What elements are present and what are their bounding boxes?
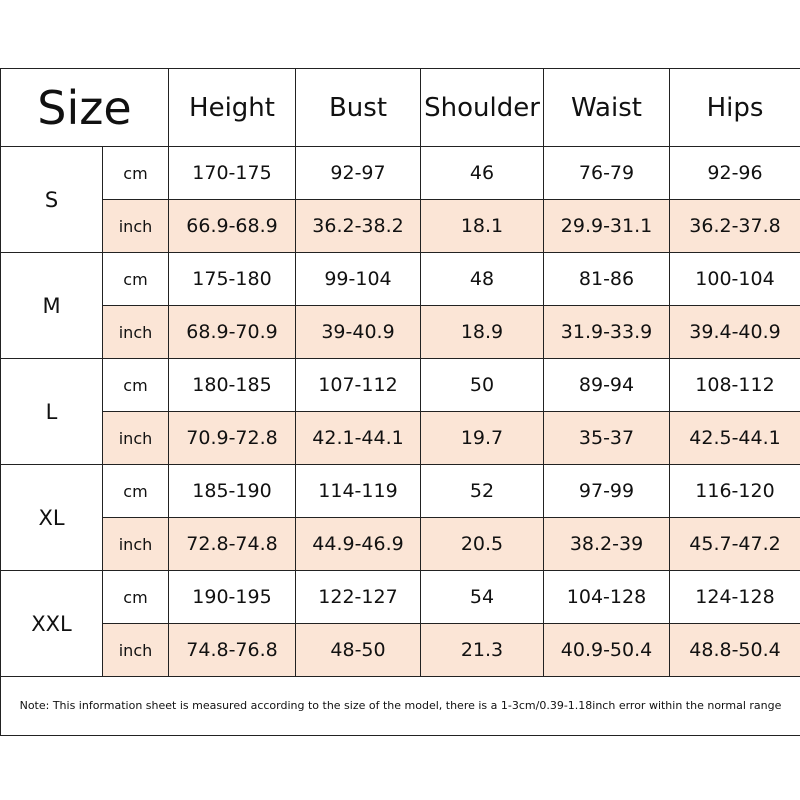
height-value: 180-185: [169, 359, 296, 412]
column-header-height: Height: [169, 69, 296, 147]
shoulder-value: 54: [421, 571, 544, 624]
height-value: 74.8-76.8: [169, 624, 296, 677]
waist-value: 104-128: [544, 571, 670, 624]
height-value: 185-190: [169, 465, 296, 518]
waist-value: 89-94: [544, 359, 670, 412]
bust-value: 39-40.9: [296, 306, 421, 359]
column-header-hips: Hips: [670, 69, 800, 147]
hips-value: 45.7-47.2: [670, 518, 800, 571]
hips-value: 100-104: [670, 253, 800, 306]
hips-value: 48.8-50.4: [670, 624, 800, 677]
measurement-note: Note: This information sheet is measured according to the size of the model, there is a 1-3cm/0.39-1.18inch error within the normal range: [1, 677, 800, 736]
shoulder-value: 19.7: [421, 412, 544, 465]
table-row: [1, 518, 800, 571]
bust-value: 44.9-46.9: [296, 518, 421, 571]
bust-value: 99-104: [296, 253, 421, 306]
waist-value: 29.9-31.1: [544, 200, 670, 253]
unit-label-inch: inch: [103, 412, 169, 465]
unit-label-inch: inch: [103, 518, 169, 571]
shoulder-value: 50: [421, 359, 544, 412]
bust-value: 92-97: [296, 147, 421, 200]
hips-value: 92-96: [670, 147, 800, 200]
unit-label-cm: cm: [103, 147, 169, 200]
column-header-shoulder: Shoulder: [421, 69, 544, 147]
size-label-l: L: [1, 359, 103, 465]
table-row: [1, 359, 800, 412]
waist-value: 76-79: [544, 147, 670, 200]
shoulder-value: 48: [421, 253, 544, 306]
unit-label-cm: cm: [103, 359, 169, 412]
bust-value: 48-50: [296, 624, 421, 677]
table-row: [1, 412, 800, 465]
bust-value: 122-127: [296, 571, 421, 624]
hips-value: 42.5-44.1: [670, 412, 800, 465]
table-row: [1, 465, 800, 518]
waist-value: 40.9-50.4: [544, 624, 670, 677]
size-chart-table: [0, 68, 800, 736]
table-row: [1, 253, 800, 306]
hips-value: 36.2-37.8: [670, 200, 800, 253]
table-row: [1, 624, 800, 677]
shoulder-value: 52: [421, 465, 544, 518]
unit-label-cm: cm: [103, 465, 169, 518]
height-value: 66.9-68.9: [169, 200, 296, 253]
bust-value: 36.2-38.2: [296, 200, 421, 253]
size-label-s: S: [1, 147, 103, 253]
header-row: [1, 69, 800, 147]
waist-value: 38.2-39: [544, 518, 670, 571]
waist-value: 35-37: [544, 412, 670, 465]
table-row: [1, 147, 800, 200]
size-label-m: M: [1, 253, 103, 359]
waist-value: 31.9-33.9: [544, 306, 670, 359]
hips-value: 39.4-40.9: [670, 306, 800, 359]
height-value: 170-175: [169, 147, 296, 200]
hips-value: 124-128: [670, 571, 800, 624]
size-title: Size: [1, 69, 169, 147]
shoulder-value: 46: [421, 147, 544, 200]
height-value: 68.9-70.9: [169, 306, 296, 359]
size-label-xxl: XXL: [1, 571, 103, 677]
shoulder-value: 18.9: [421, 306, 544, 359]
unit-label-inch: inch: [103, 306, 169, 359]
column-header-bust: Bust: [296, 69, 421, 147]
shoulder-value: 18.1: [421, 200, 544, 253]
unit-label-cm: cm: [103, 571, 169, 624]
unit-label-cm: cm: [103, 253, 169, 306]
height-value: 175-180: [169, 253, 296, 306]
height-value: 70.9-72.8: [169, 412, 296, 465]
bust-value: 42.1-44.1: [296, 412, 421, 465]
waist-value: 97-99: [544, 465, 670, 518]
shoulder-value: 21.3: [421, 624, 544, 677]
unit-label-inch: inch: [103, 624, 169, 677]
table-row: [1, 306, 800, 359]
bust-value: 107-112: [296, 359, 421, 412]
column-header-waist: Waist: [544, 69, 670, 147]
waist-value: 81-86: [544, 253, 670, 306]
table-row: [1, 200, 800, 253]
shoulder-value: 20.5: [421, 518, 544, 571]
hips-value: 108-112: [670, 359, 800, 412]
height-value: 72.8-74.8: [169, 518, 296, 571]
unit-label-inch: inch: [103, 200, 169, 253]
bust-value: 114-119: [296, 465, 421, 518]
table-row: [1, 571, 800, 624]
size-label-xl: XL: [1, 465, 103, 571]
note-row: [1, 677, 800, 736]
hips-value: 116-120: [670, 465, 800, 518]
height-value: 190-195: [169, 571, 296, 624]
